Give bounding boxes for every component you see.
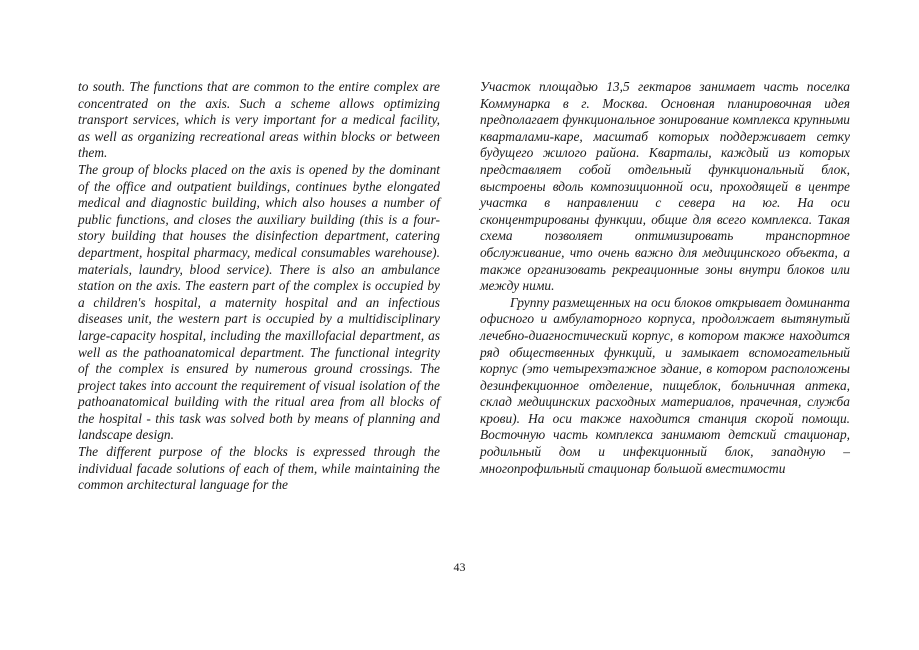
page-number: 43 — [453, 560, 466, 574]
paragraph-blocks-group: Группу размещенных на оси блоков открывает доминанта офисного и амбулаторного корпуса, продолжает вытянутый лечебно-диагностический корпус, в котором также находится ряд общественных функций, и замыкает вспомогательный корпус (это четырехэтажное здание, в котором расположены дезинфекционное отделение, пищеблок, больничная аптека, склад медицинских расходных материалов, прачечная, служба крови). На оси также находится станция скорой помощи. Восточную часть комплекса занимают детский стационар, родильный дом и инфекционный блок, западную – многопрофильный стационар большой вместимости — [480, 294, 850, 476]
english-text-column — [78, 79, 440, 494]
paragraph-axis-functions: to south. The functions that are common to the entire complex are concentrated on the axis. Such a scheme allows optimizing transport services, which is very important for a medical facility, as well as organizing recreational areas within blocks or between them. — [78, 79, 440, 161]
russian-text-column — [480, 79, 850, 477]
paragraph-blocks-on-axis: The group of blocks placed on the axis is opened by the dominant of the office and outpatient buildings, continues bythe elongated medical and diagnostic building, which also houses a number of public functions, and closes the auxiliary building (this is a four-story building that houses the disinfection department, catering department, hospital pharmacy, medical consumables warehouse). materials, laundry, blood service). There is also an ambulance station on the axis. The eastern part of the complex is occupied by a children's hospital, a maternity hospital and an infectious diseases unit, the western part is occupied by a multidisciplinary large-capacity hospital, including the maxillofacial department, as well as the pathoanatomical department. The functional integrity of the complex is ensured by numerous ground crossings. The project takes into account the requirement of visual isolation of the pathoanatomical building with the ritual area from all blocks of the hospital - this task was solved both by means of planning and landscape design. — [78, 161, 440, 443]
paragraph-facade-solutions: The different purpose of the blocks is expressed through the individual facade solutions of each of them, while maintaining the common architectural language for the — [78, 444, 440, 493]
paragraph-site-description: Участок площадью 13,5 гектаров занимает часть поселка Коммунарка в г. Москва. Основная планировочная идея предполагает функциональное зонирование комплекса крупными кварталами-каре, масштаб которых поддерживает сетку будущего жилого района. Кварталы, каждый из которых представляет собой отдельный функциональный блок, выстроены вдоль композиционной оси, проходящей в центре участка в направлении с севера на юг. На оси сконцентрированы функции, общие для всего комплекса. Такая схема позволяет оптимизировать транспортное обслуживание, что очень важно для медицинского объекта, а также организовать рекреационные зоны внутри блоков или между ними. — [480, 79, 850, 294]
